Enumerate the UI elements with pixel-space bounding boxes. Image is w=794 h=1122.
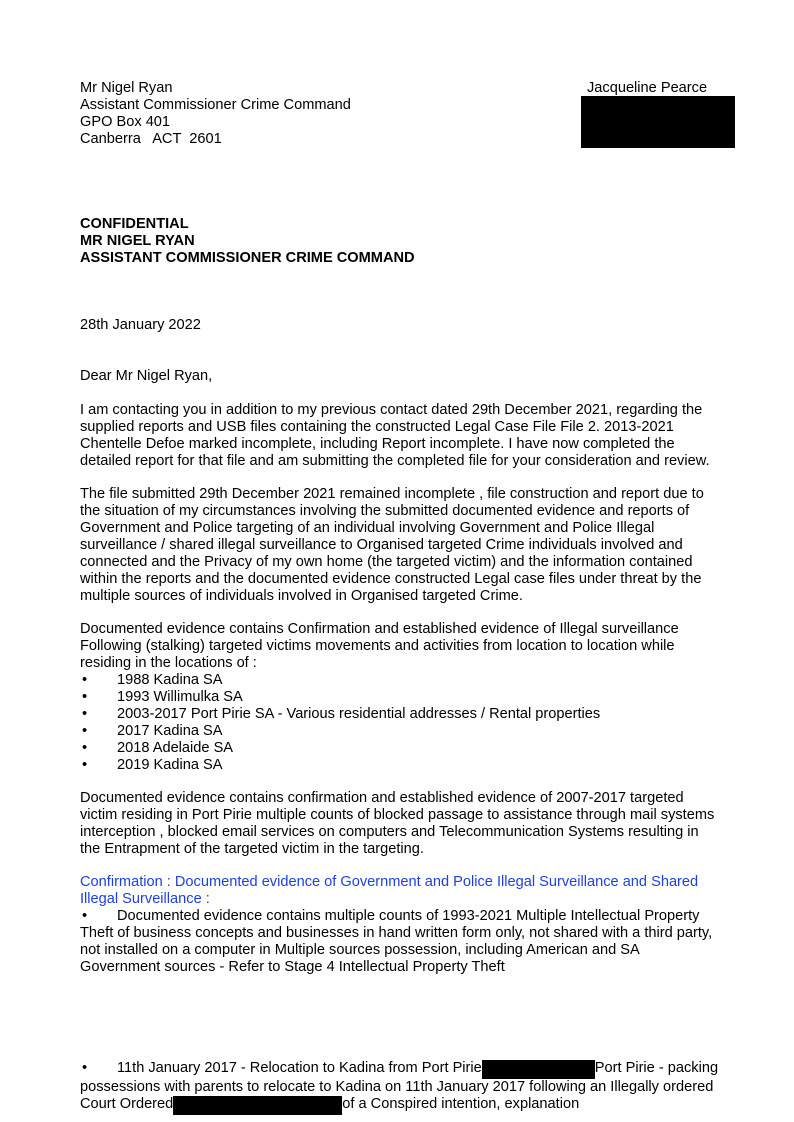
salutation: Dear Mr Nigel Ryan, <box>80 368 213 384</box>
redaction-block <box>173 1096 342 1115</box>
paragraph-3-text: Documented evidence contains Confirmation and established evidence of Illegal surveillance Following (stalking) targeted victims movements and activities from location to location while residing in the locations of : <box>80 621 679 671</box>
heading-recipient: MR NIGEL RYAN <box>80 233 195 249</box>
sender-name: Jacqueline Pearce <box>587 80 708 96</box>
evidence-item-1 <box>80 908 720 976</box>
bullet-icon: • <box>82 908 88 924</box>
list-item: • 2019 Kadina SA <box>80 757 720 774</box>
evidence-item-2-part-1: 11th January 2017 - Relocation to Kadina from Port Pirie <box>117 1060 482 1076</box>
evidence-item-2 <box>80 1060 720 1115</box>
bullet-icon: • <box>82 1060 88 1076</box>
recipient-title: Assistant Commissioner Crime Command <box>80 97 351 113</box>
recipient-po-box: GPO Box 401 <box>80 114 171 130</box>
paragraph-2: The file submitted 29th December 2021 remained incomplete , file construction and report due to the situation of my circumstances involving the submitted documented evidence and reports of Government and Police targeting of an individual involving Government and Police Illegal surveillance / shared illegal surveillance to Organised targeted Crime individuals involved and connected and the Privacy of my own home (the targeted victim) and the information contained within the reports and the documented evidence constructed Legal case files under threat by the multiple sources of individuals involved in Organised targeted Crime. <box>80 486 704 604</box>
evidence-item-1-text: Documented evidence contains multiple counts of 1993-2021 Multiple Intellectual Property Theft of business concepts and businesses in hand written form only, not shared with a third party, not installed on a computer in Multiple sources possession, including American and SA Government sources - Refer to Stage 4 Intellectual Property Theft <box>80 908 713 975</box>
list-item: • 2003-2017 Port Pirie SA - Various residential addresses / Rental properties <box>80 706 720 723</box>
recipient-name: Mr Nigel Ryan <box>80 80 173 96</box>
list-item: • 2017 Kadina SA <box>80 723 720 740</box>
list-item: • 2018 Adelaide SA <box>80 740 720 757</box>
redaction-block <box>482 1060 595 1079</box>
evidence-item-2-part-3: of a Conspired intention, explanation <box>342 1096 580 1112</box>
heading-title: ASSISTANT COMMISSIONER CRIME COMMAND <box>80 250 415 266</box>
recipient-city: Canberra ACT 2601 <box>80 131 222 147</box>
paragraph-3 <box>80 621 720 774</box>
sender-block <box>587 80 707 97</box>
confidential-heading <box>80 216 720 267</box>
locations-list <box>80 672 720 774</box>
paragraph-4: Documented evidence contains confirmation and established evidence of 2007-2017 targeted victim residing in Port Pirie multiple counts of blocked passage to assistance through mail systems interception , blocked email services on computers and Telecommunication Systems resulting in the Entrapment of the targeted victim in the targeting. <box>80 790 715 857</box>
evidence-item-2-part-2: Port Pirie - packing possessions with parents to relocate to Kadina on 11th January 2017 following an Illegally ordered Court Ordered <box>80 1060 719 1112</box>
list-item: • 1988 Kadina SA <box>80 672 720 689</box>
sender-address-redaction <box>581 96 735 148</box>
confirmation-heading: Confirmation : Documented evidence of Government and Police Illegal Surveillance and Shared Illegal Surveillance : <box>80 874 699 907</box>
list-item: • 1993 Willimulka SA <box>80 689 720 706</box>
paragraph-1: I am contacting you in addition to my previous contact dated 29th December 2021, regarding the supplied reports and USB files containing the constructed Legal Case File File 2. 2013-2021 Chentelle Defoe marked incomplete, including Report incomplete. I have now completed the detailed report for that file and am submitting the completed file for your consideration and review. <box>80 402 710 469</box>
heading-confidential: CONFIDENTIAL <box>80 216 189 232</box>
letter-date: 28th January 2022 <box>80 317 201 333</box>
